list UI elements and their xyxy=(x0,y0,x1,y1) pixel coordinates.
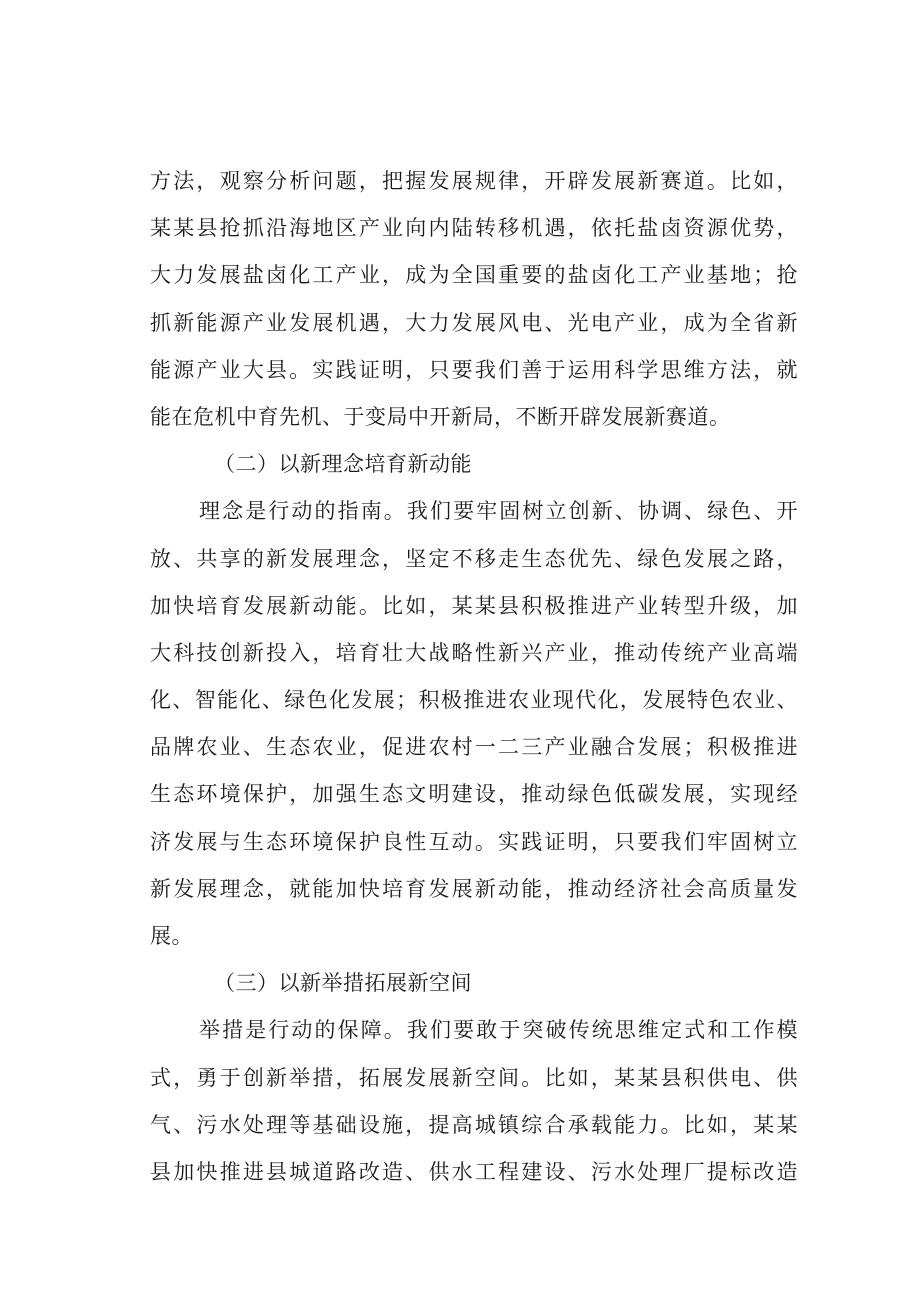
text-line: 大力发展盐卤化工产业，成为全国重要的盐卤化工产业基地；抢 xyxy=(150,263,798,288)
paragraph-1 xyxy=(150,158,798,441)
text-line: 新发展理念，就能加快培育发展新动能，推动经济社会高质量发 xyxy=(150,876,798,901)
section-heading-2: （二）以新理念培育新动能 xyxy=(214,452,472,477)
text-line: 某某县抢抓沿海地区产业向内陆转移机遇，依托盐卤资源优势， xyxy=(150,216,798,241)
text-line: 放、共享的新发展理念，坚定不移走生态优先、绿色发展之路， xyxy=(150,546,798,571)
text-line: 能源产业大县。实践证明，只要我们善于运用科学思维方法，就 xyxy=(150,357,798,382)
text-line: 展。 xyxy=(150,924,193,948)
text-line: 能在危机中育先机、于变局中开新局，不断开辟发展新赛道。 xyxy=(150,404,731,429)
text-line: 抓新能源产业发展机遇，大力发展风电、光电产业，成为全省新 xyxy=(150,310,798,335)
text-line: 理念是行动的指南。我们要牢固树立创新、协调、绿色、开 xyxy=(199,499,798,524)
section-heading-3: （三）以新举措拓展新空间 xyxy=(214,971,472,996)
paragraph-3 xyxy=(150,1007,798,1196)
text-line: 大科技创新投入，培育壮大战略性新兴产业，推动传统产业高端 xyxy=(150,640,798,665)
text-line: 品牌农业、生态农业，促进农村一二三产业融合发展；积极推进 xyxy=(150,735,798,760)
text-line: 式，勇于创新举措，拓展发展新空间。比如，某某县积供电、供 xyxy=(150,1065,798,1090)
text-line: 方法，观察分析问题，把握发展规律，开辟发展新赛道。比如， xyxy=(150,169,798,193)
text-line: 县加快推进县城道路改造、供水工程建设、污水处理厂提标改造 xyxy=(150,1159,798,1184)
document-page xyxy=(150,158,798,1196)
text-line: 举措是行动的保障。我们要敢于突破传统思维定式和工作模 xyxy=(199,1018,798,1043)
text-line: 化、智能化、绿色化发展；积极推进农业现代化，发展特色农业、 xyxy=(150,688,798,713)
text-line: 加快培育发展新动能。比如，某某县积极推进产业转型升级，加 xyxy=(150,593,798,618)
text-line: 气、污水处理等基础设施，提高城镇综合承载能力。比如，某某 xyxy=(150,1112,798,1137)
paragraph-2 xyxy=(150,488,798,960)
text-line: 济发展与生态环境保护良性互动。实践证明，只要我们牢固树立 xyxy=(150,829,798,854)
text-line: 生态环境保护，加强生态文明建设，推动绿色低碳发展，实现经 xyxy=(150,782,798,807)
